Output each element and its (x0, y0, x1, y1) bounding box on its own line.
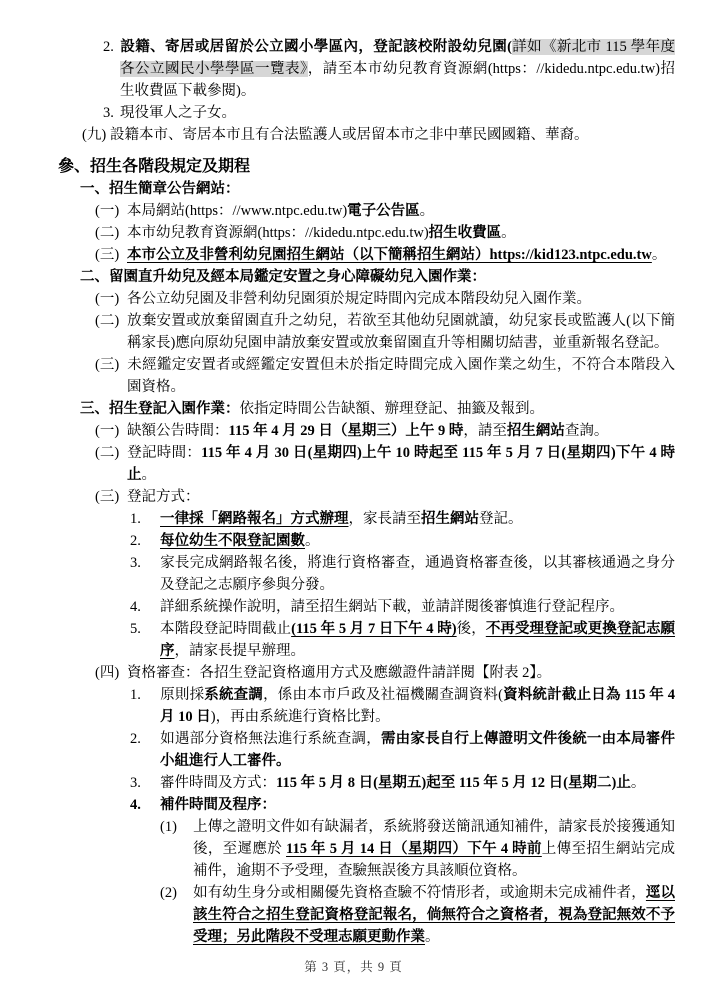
paragraph (0, 354, 675, 398)
section-heading (0, 178, 675, 200)
text-segment: 資料統計截止日為 115 年 4 月 10 日 (160, 687, 676, 725)
list-marker: (三) (95, 247, 120, 263)
text-segment: 。 (501, 225, 516, 241)
text-segment: 設籍、寄居或居留於公立國小學區內，登記該校附設幼兒園( (120, 39, 512, 55)
list-marker: 5. (130, 621, 141, 637)
text-segment: 各公立幼兒園及非營利幼兒園須於規定時間內完成本階段幼兒入園作業。 (127, 291, 591, 307)
text-segment: 。 (305, 533, 320, 549)
text-segment: 招生收費區 (428, 225, 502, 241)
text-segment: 逕以該生符合之招生登記資格登記報名，倘無符合之資格者，視為登記無效不予受理；另此階段不受理志願更動作業 (193, 885, 676, 945)
text-segment: 。 (141, 467, 156, 483)
list-marker: (1) (160, 819, 177, 835)
text-segment: 登記時間： (127, 445, 202, 461)
text-segment: 補件時間及程序： (160, 797, 276, 813)
text-segment: 現役軍人之子女。 (120, 105, 236, 121)
text-segment: ，係由本市戶政及社福機關查調資料( (263, 687, 503, 703)
text-segment: 登記。 (479, 511, 523, 527)
text-segment: 二、留園直升幼兒及經本局鑑定安置之身心障礙幼兒入園作業： (80, 269, 486, 285)
list-marker: 2. (103, 39, 114, 55)
text-segment: 上傳至招生網站完成補件，逾期不予受理，查驗無誤後方具該順位資格。 (193, 841, 676, 879)
list-marker: 3. (130, 555, 141, 571)
paragraph (0, 200, 675, 222)
list-marker: (三) (95, 489, 120, 505)
list-marker: 2. (130, 731, 141, 747)
section-heading (0, 398, 675, 420)
text-segment: 。 (651, 247, 667, 263)
text-segment: 設籍本市、寄居本市且有合法監護人或居留本市之非中華民國國籍、華裔。 (110, 127, 589, 143)
list-marker: 1. (130, 511, 141, 527)
text-segment: 招生網站 (421, 511, 479, 527)
text-segment: 資格審查：各招生登記資格適用方式及應繳證件請詳閱【附表 2】。 (127, 665, 552, 681)
text-segment: 需由家長自行上傳證明文件後統一由本局審件小組進行人工審件。 (160, 731, 676, 769)
paragraph (0, 102, 675, 124)
paragraph (0, 662, 675, 684)
paragraph (0, 442, 675, 486)
paragraph (0, 244, 675, 266)
text-segment: 系統查調 (204, 687, 264, 703)
list-marker: 4. (130, 599, 141, 615)
document-body (0, 36, 675, 948)
list-marker: (二) (95, 225, 120, 241)
text-segment: 電子公告區 (347, 203, 420, 219)
text-segment: 後， (456, 621, 486, 637)
paragraph (0, 508, 675, 530)
text-segment: 。 (419, 203, 435, 219)
paragraph (0, 530, 675, 552)
paragraph (0, 772, 675, 794)
text-segment: )，再由系統進行資格比對。 (210, 709, 390, 725)
list-marker: 1. (130, 687, 141, 703)
text-segment: 115 年 4 月 30 日(星期四)上午 10 時起至 115 年 5 月 7 日(星期四)下午 4 時止 (127, 445, 675, 483)
text-segment: 115 年 5 月 14 日（星期四）下午 4 時前 (286, 841, 542, 857)
paragraph (0, 420, 675, 442)
text-segment: 登記方式： (127, 489, 200, 505)
text-segment: 未經鑑定安置者或經鑑定安置但未於指定時間完成入園作業之幼生，不符合本階段入園資格。 (127, 357, 675, 395)
text-segment: 本局網站(https：//www.ntpc.edu.tw) (127, 203, 348, 219)
list-marker: (2) (160, 885, 177, 901)
paragraph (0, 618, 675, 662)
text-segment: 原則採 (160, 687, 205, 703)
text-segment: 如有幼生身分或相關優先資格查驗不符情形者，或逾期未完成補件者， (193, 885, 646, 901)
text-segment: 招生網站 (506, 423, 565, 439)
paragraph (0, 36, 675, 102)
text-segment: 缺額公告時間： (127, 423, 229, 439)
text-segment: 依指定時間公告缺額、辦理登記、抽籤及報到。 (239, 401, 544, 417)
text-segment: 本市幼兒教育資源網(https：//kidedu.ntpc.edu.tw) (127, 225, 429, 241)
paragraph (0, 222, 675, 244)
list-marker: (三) (95, 357, 120, 373)
text-segment: 放棄安置或放棄留園直升之幼兒，若欲至其他幼兒園就讀，幼兒家長或監護人(以下簡稱家長)應向原幼兒園申請放棄安置或放棄留園直升等相關切結書，並重新報名登記。 (127, 313, 675, 351)
text-segment: 115 年 5 月 8 日(星期五)起至 115 年 5 月 12 日(星期二)止 (276, 775, 631, 791)
text-segment: (115 年 5 月 7 日下午 4 時) (291, 621, 457, 637)
paragraph (0, 486, 675, 508)
paragraph (0, 288, 675, 310)
text-segment: ，家長請至 (348, 511, 421, 527)
paragraph (0, 728, 675, 772)
text-segment: 參、招生各階段規定及期程 (58, 158, 251, 175)
text-segment: 一、招生簡章公告網站： (80, 181, 240, 197)
list-marker: (一) (95, 203, 120, 219)
list-marker: (一) (95, 291, 120, 307)
list-marker: (四) (95, 665, 120, 681)
text-segment: 審件時間及方式： (160, 775, 276, 791)
list-marker: (二) (95, 313, 120, 329)
paragraph (0, 596, 675, 618)
text-segment: 三、招生登記入園作業： (80, 401, 240, 417)
list-marker: 3. (130, 775, 141, 791)
text-segment: 不再受理登記或更換登記志願序 (160, 621, 676, 659)
list-marker: (一) (95, 423, 120, 439)
paragraph (0, 124, 675, 146)
paragraph (0, 684, 675, 728)
page-footer: 第 3 頁，共 9 頁 (304, 960, 403, 974)
list-marker: 3. (103, 105, 114, 121)
paragraph (0, 552, 675, 596)
paragraph (0, 816, 675, 882)
text-segment: 。 (425, 929, 440, 945)
paragraph (0, 310, 675, 354)
list-marker: 4. (130, 797, 141, 813)
text-segment: 本市公立及非營利幼兒園招生網站（以下簡稱招生網站）https://kid123.ntpc.edu.tw (127, 247, 652, 263)
section-heading (0, 156, 675, 178)
text-segment: 。 (630, 775, 646, 791)
list-marker: 2. (130, 533, 141, 549)
text-segment: 詳細系統操作說明，請至招生網站下載，並請詳閱後審慎進行登記程序。 (160, 599, 624, 615)
text-segment: 詳如《新北市 115 學年度各公立國民小學學區一覽表》 (120, 39, 675, 77)
text-segment: 家長完成網路報名後，將進行資格審查，通過資格審查後，以其審核通過之身分及登記之志願序參與分發。 (160, 555, 675, 593)
text-segment: 如遇部分資格無法進行系統查調， (160, 731, 381, 747)
text-segment: ，請至 (463, 423, 507, 439)
text-segment: 上傳之證明文件如有缺漏者，系統將發送簡訊通知補件，請家長於接獲通知後，至遲應於 (193, 819, 675, 857)
text-segment: 115 年 4 月 29 日（星期三）上午 9 時 (228, 423, 464, 439)
text-segment: 本階段登記時間截止 (160, 621, 292, 637)
text-segment: 查詢。 (564, 423, 609, 439)
document-page (0, 36, 707, 948)
text-segment: ，請家長提早辦理。 (174, 643, 305, 659)
list-marker: (九) (82, 127, 107, 143)
text-segment: 一律採「網路報名」方式辦理 (160, 511, 349, 527)
paragraph (0, 794, 675, 816)
paragraph (0, 882, 675, 948)
section-heading (0, 266, 675, 288)
text-segment: ，請至本市幼兒教育資源網(https：//kidedu.ntpc.edu.tw)招生收費區下載參閱)。 (120, 61, 675, 99)
list-marker: (二) (95, 445, 120, 461)
text-segment: 每位幼生不限登記園數 (160, 533, 305, 549)
